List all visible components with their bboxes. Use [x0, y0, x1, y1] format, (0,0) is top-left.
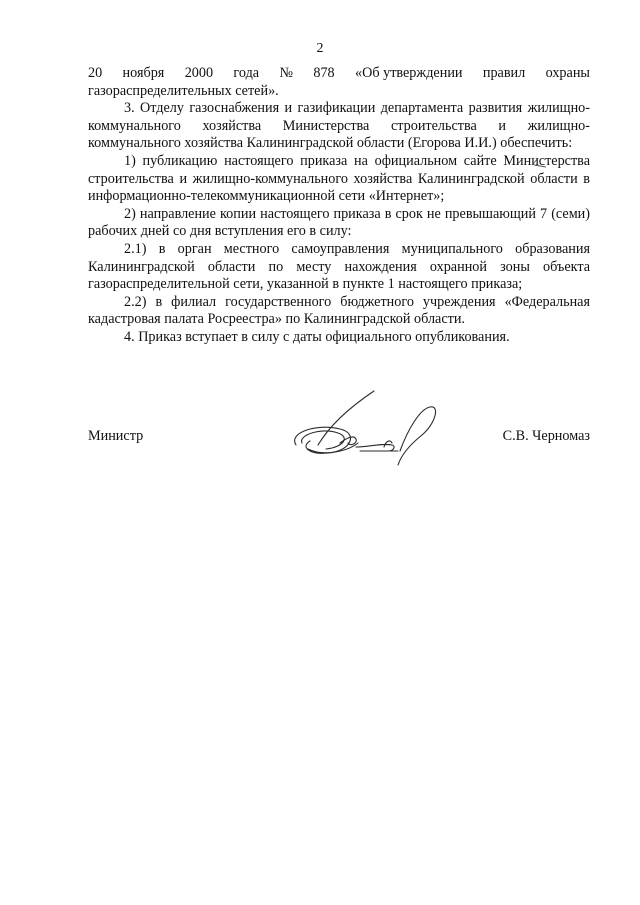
item-2-2: 2.2) в филиал государственного бюджетного учреждения «Федеральная кадастровая палата Росреестра» по Калининградской области.	[88, 293, 590, 328]
word: «Об утверждении	[355, 65, 463, 81]
document-body	[88, 65, 590, 347]
word: 20	[88, 65, 103, 81]
continuation-line-end: газораспределительных сетей».	[88, 82, 279, 99]
word: охраны	[545, 65, 590, 81]
item-2-1: 2.1) в орган местного самоуправления муниципального образования Калининградской области по месту нахождения охранной зоны объекта газораспределительной сети, указанной в пункте 1 настоящего приказа;	[88, 240, 590, 293]
continuation-line	[88, 65, 590, 83]
page-number: 2	[316, 41, 324, 56]
signatory-name: С.В. Черномаз	[502, 428, 590, 444]
item-2: 2) направление копии настоящего приказа в срок не превышающий 7 (семи) рабочих дней со дня вступления его в силу:	[88, 205, 590, 240]
signatory-title: Министр	[88, 428, 144, 444]
word: правил	[482, 65, 526, 81]
word: 878	[313, 65, 335, 81]
signature-block	[88, 385, 590, 475]
word: года	[233, 65, 260, 81]
word: 2000	[184, 65, 214, 81]
paragraph-3: 3. Отделу газоснабжения и газификации департамента развития жилищно-коммунального хозяйства Министерства строительства и жилищно-коммунального хозяйства Калининградской области (Егорова И.И.) обеспечить:	[88, 100, 590, 152]
word: ноября	[122, 65, 165, 81]
item-1: 1) публикацию настоящего приказа на официальном сайте Министерства строительства и жилищно-коммунального хозяйства Калининградской области в информационно-телекоммуникационной сети «Интернет»;	[88, 152, 590, 205]
handwritten-signature	[288, 385, 448, 476]
word: №	[279, 65, 293, 81]
paragraph-4: 4. Приказ вступает в силу с даты официального опубликования.	[124, 328, 510, 345]
